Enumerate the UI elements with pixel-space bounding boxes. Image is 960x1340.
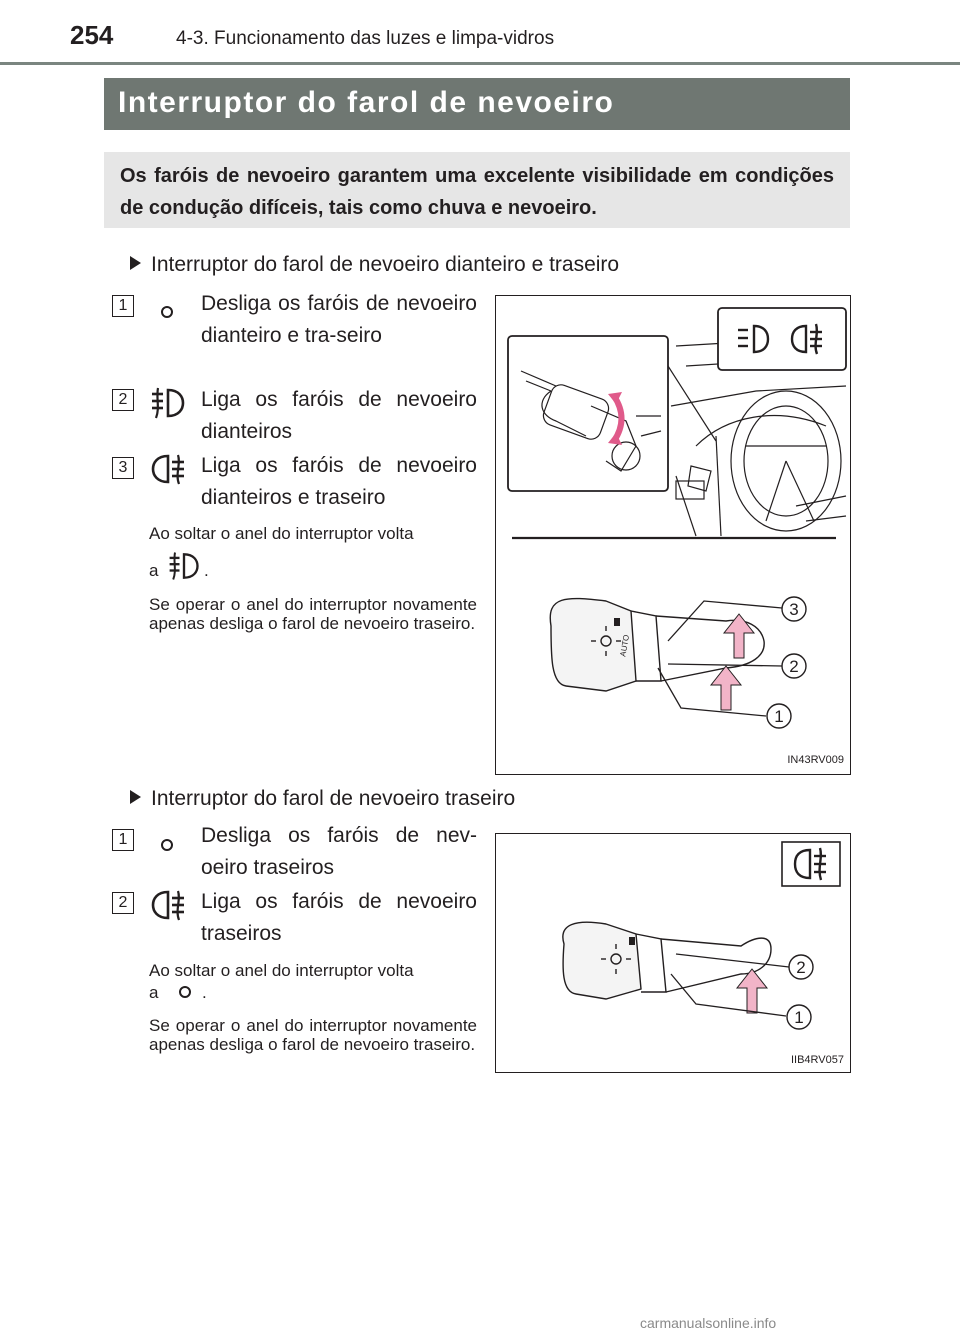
callout-label: 3 <box>789 600 799 619</box>
front-fog-icon <box>148 386 188 420</box>
release-note-end: . <box>202 983 207 1002</box>
operate-again-note: Se operar o anel do interruptor novamente apenas desliga o farol de nevoeiro traseiro. <box>149 1016 477 1054</box>
operate-again-note: Se operar o anel do interruptor novamente apenas desliga o farol de nevoeiro traseiro. <box>149 595 477 633</box>
footer-watermark: carmanualsonline.info <box>640 1315 777 1331</box>
front-rear-heading <box>130 253 619 277</box>
off-circle-icon <box>160 838 174 852</box>
intro-text: Os faróis de nevoeiro garantem uma excelente visibilidade em condições de condução difíceis, tais como chuva e nevoeiro. <box>120 165 834 219</box>
item-number: 2 <box>112 892 134 914</box>
item-text: Liga os faróis de nevoeiro dianteiros e traseiro <box>201 454 477 509</box>
item-text: Liga os faróis de nevoeiro traseiros <box>201 890 477 945</box>
figure-front-rear-fog-switch <box>495 295 851 775</box>
item-number: 3 <box>112 457 134 479</box>
rear-only-heading <box>130 787 515 811</box>
item-text: Desliga os faróis de nevoeiro dianteiro e tra-seiro <box>201 292 477 347</box>
figure-rear-fog-switch <box>495 833 851 1073</box>
callout-label: 2 <box>789 657 799 676</box>
off-circle-icon <box>160 305 174 319</box>
header-rule <box>0 62 960 65</box>
page-number: 254 <box>70 20 114 50</box>
release-note: Ao soltar o anel do interruptor volta <box>149 961 414 980</box>
triangle-bullet-icon <box>130 256 141 270</box>
triangle-bullet-icon <box>130 790 141 804</box>
rear-switch-illustration <box>496 834 850 1072</box>
chapter-title: 4-3. Funcionamento das luzes e limpa-vidros <box>176 28 555 49</box>
rear-fog-icon <box>148 888 188 922</box>
section-title: Interruptor do farol de nevoeiro <box>118 86 615 119</box>
item-text: Liga os faróis de nevoeiro dianteiros <box>201 388 477 443</box>
item-number: 1 <box>112 829 134 851</box>
dashboard-illustration <box>496 296 850 774</box>
callout-label: 1 <box>794 1008 804 1027</box>
release-note-a: a <box>149 561 159 580</box>
intro-box <box>104 152 850 228</box>
callout-label: 2 <box>796 958 806 977</box>
front-rear-heading-text: Interruptor do farol de nevoeiro dianteiro e traseiro <box>151 253 620 276</box>
callout-label: 1 <box>774 707 784 726</box>
front-fog-icon <box>166 550 202 582</box>
release-note-a: a <box>149 983 159 1002</box>
release-note-end: . <box>204 561 209 580</box>
item-number: 1 <box>112 295 134 317</box>
rear-fog-icon <box>148 452 188 486</box>
section-banner <box>104 78 850 130</box>
off-circle-icon <box>178 985 192 999</box>
release-note: Ao soltar o anel do interruptor volta <box>149 524 414 543</box>
figure-code: IIB4RV057 <box>790 1054 844 1066</box>
svg-text:AUTO: AUTO <box>618 633 632 658</box>
item-text: Desliga os faróis de nev-oeiro traseiros <box>201 824 477 879</box>
figure-code: IN43RV009 <box>787 754 844 766</box>
item-number: 2 <box>112 389 134 411</box>
rear-only-heading-text: Interruptor do farol de nevoeiro traseiro <box>151 787 516 810</box>
